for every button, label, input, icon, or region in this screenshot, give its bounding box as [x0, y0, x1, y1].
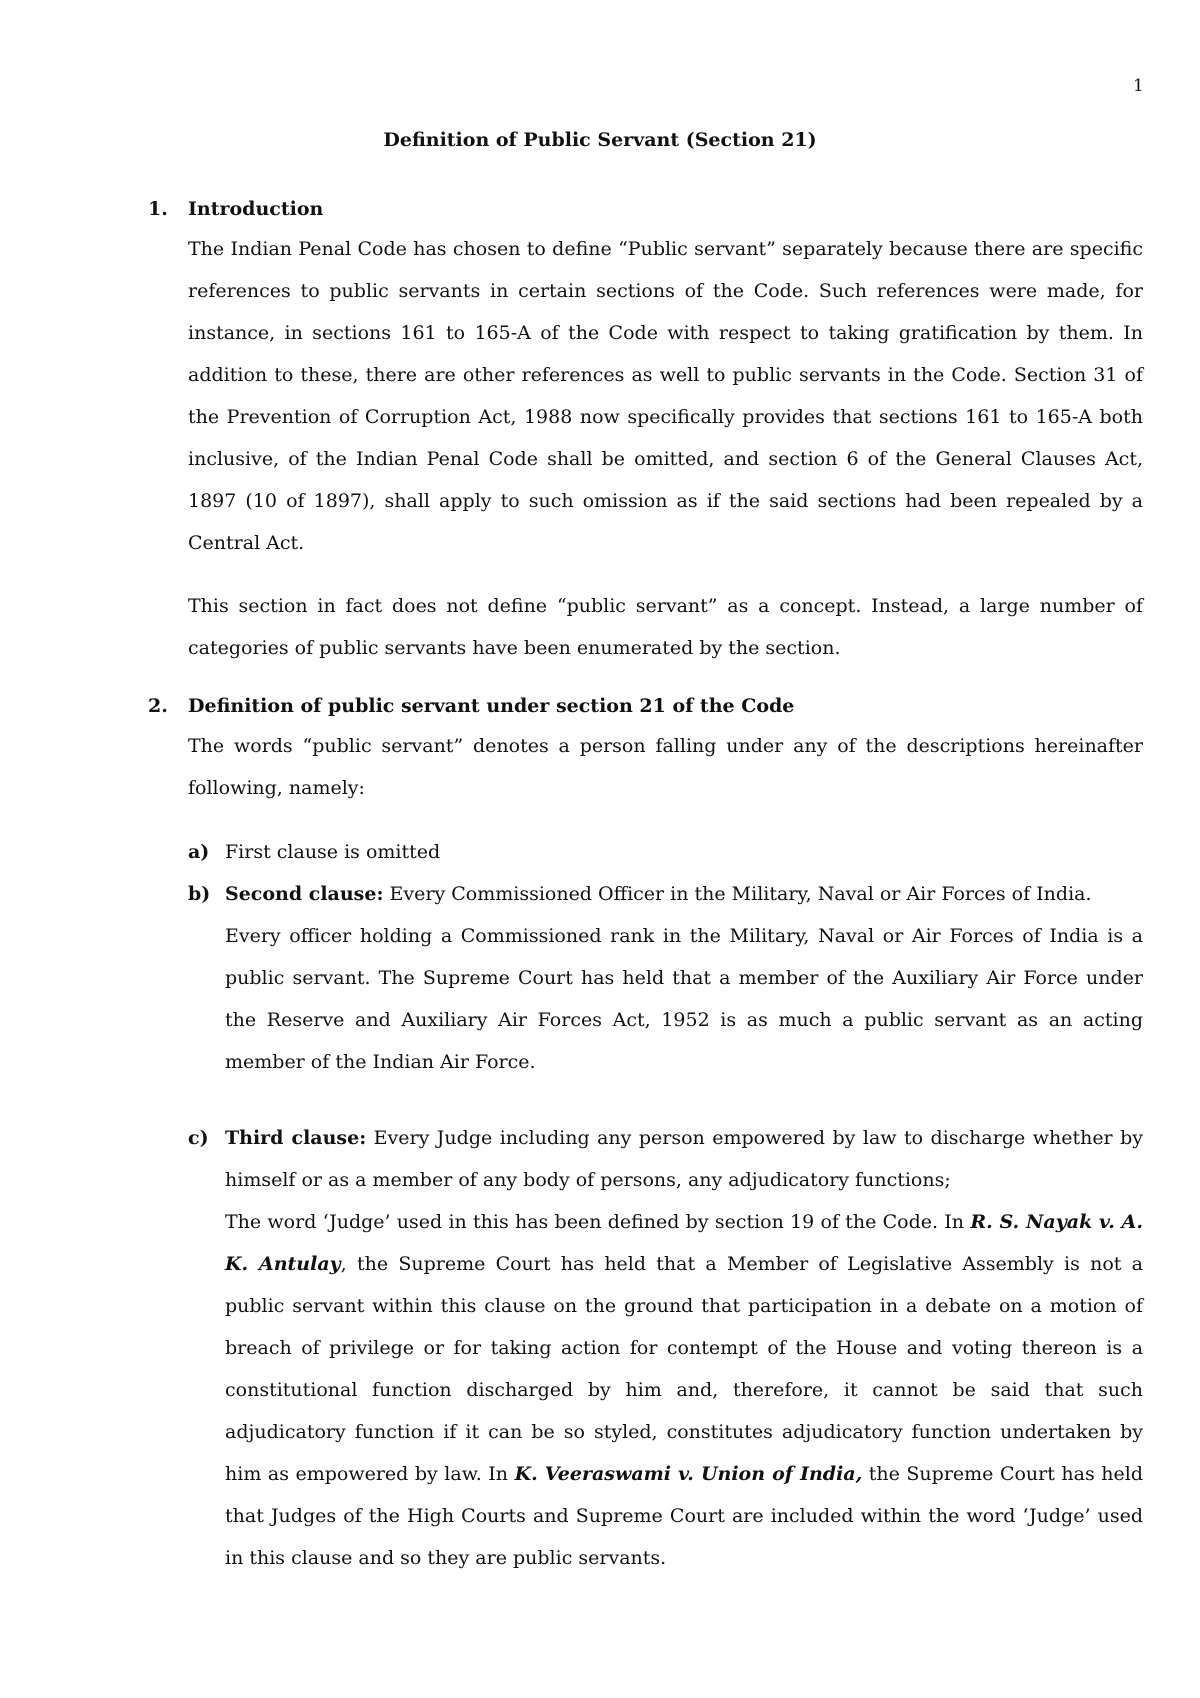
- clause-text-part: The word ‘Judge’ used in this has been defined by section 19 of the Code. In: [225, 1211, 971, 1233]
- page-number: 1: [1133, 76, 1144, 96]
- document-title: Definition of Public Servant (Section 21): [383, 129, 817, 151]
- paragraph: This section in fact does not define “public servant” as a concept. Instead, a large number of categories of public servants have been enumerated by the section.: [188, 595, 1143, 659]
- clause-letter: b): [188, 883, 211, 905]
- clause-text: [225, 1117, 1143, 1201]
- clause-item-c: [188, 1117, 1143, 1579]
- clause-text-part: the Supreme Court has held that Judges of the High Courts and Supreme Court are included within the word ‘Judge’ used in this clause and so they are public servants.: [225, 1463, 1143, 1569]
- clause-commentary: [225, 915, 1143, 1083]
- case-name: K. Veeraswami v. Union of India,: [514, 1463, 863, 1485]
- section-heading-text: Introduction: [188, 198, 324, 220]
- clause-text-part: Every Judge including any person empowered by law to discharge whether by himself or as a member of any body of persons, any adjudicatory functions;: [225, 1127, 1143, 1191]
- clause-text: [225, 873, 1143, 915]
- section-heading-text: Definition of public servant under section 21 of the Code: [188, 695, 795, 717]
- clause-list: [188, 831, 1143, 1579]
- clause-text: [225, 831, 1143, 873]
- section-number: 2.: [148, 695, 168, 717]
- section-number: 1.: [148, 198, 168, 220]
- clause-letter: a): [188, 841, 210, 863]
- clause-label: Second clause:: [225, 883, 384, 905]
- clause-text-part: , the Supreme Court has held that a Member of Legislative Assembly is not a public servant within this clause on the ground that participation in a debate on a motion of breach of privilege or for taking action for contempt of the House and voting thereon is a constitutional function discharged by him and, therefore, it cannot be said that such adjudicatory function if it can be so styled, constitutes adjudicatory function undertaken by him as empowered by law. In: [225, 1253, 1143, 1485]
- section-heading: [148, 693, 1200, 719]
- clause-label: Third clause:: [225, 1127, 367, 1149]
- section-definition: [148, 693, 1200, 1579]
- clause-item-a: [188, 831, 1143, 873]
- document-body: [0, 196, 1200, 1579]
- clause-letter: c): [188, 1127, 209, 1149]
- clause-text-part: First clause is omitted: [225, 841, 441, 863]
- case-name: R. S. Nayak v. A. K. Antulay: [225, 1211, 1143, 1275]
- section-heading: [148, 196, 1200, 222]
- section-introduction: [148, 196, 1200, 669]
- clause-item-b: [188, 873, 1143, 1083]
- clause-text-part: Every officer holding a Commissioned rank in the Military, Naval or Air Forces of India is a public servant. The Supreme Court has held that a member of the Auxiliary Air Force under the Reserve and Auxiliary Air Forces Act, 1952 is as much a public servant as an acting member of the Indian Air Force.: [225, 925, 1143, 1073]
- paragraph: The Indian Penal Code has chosen to define “Public servant” separately because there are specific references to public servants in certain sections of the Code. Such references were made, for instance, in sections 161 to 165-A of the Code with respect to taking gratification by them. In addition to these, there are other references as well to public servants in the Code. Section 31 of the Prevention of Corruption Act, 1988 now specifically provides that sections 161 to 165-A both inclusive, of the Indian Penal Code shall be omitted, and section 6 of the General Clauses Act, 1897 (10 of 1897), shall apply to such omission as if the said sections had been repealed by a Central Act.: [188, 238, 1143, 554]
- clause-text-part: Every Commissioned Officer in the Military, Naval or Air Forces of India.: [383, 883, 1092, 905]
- paragraph: The words “public servant” denotes a person falling under any of the descriptions hereinafter following, namely:: [188, 735, 1143, 799]
- clause-commentary: [225, 1201, 1143, 1579]
